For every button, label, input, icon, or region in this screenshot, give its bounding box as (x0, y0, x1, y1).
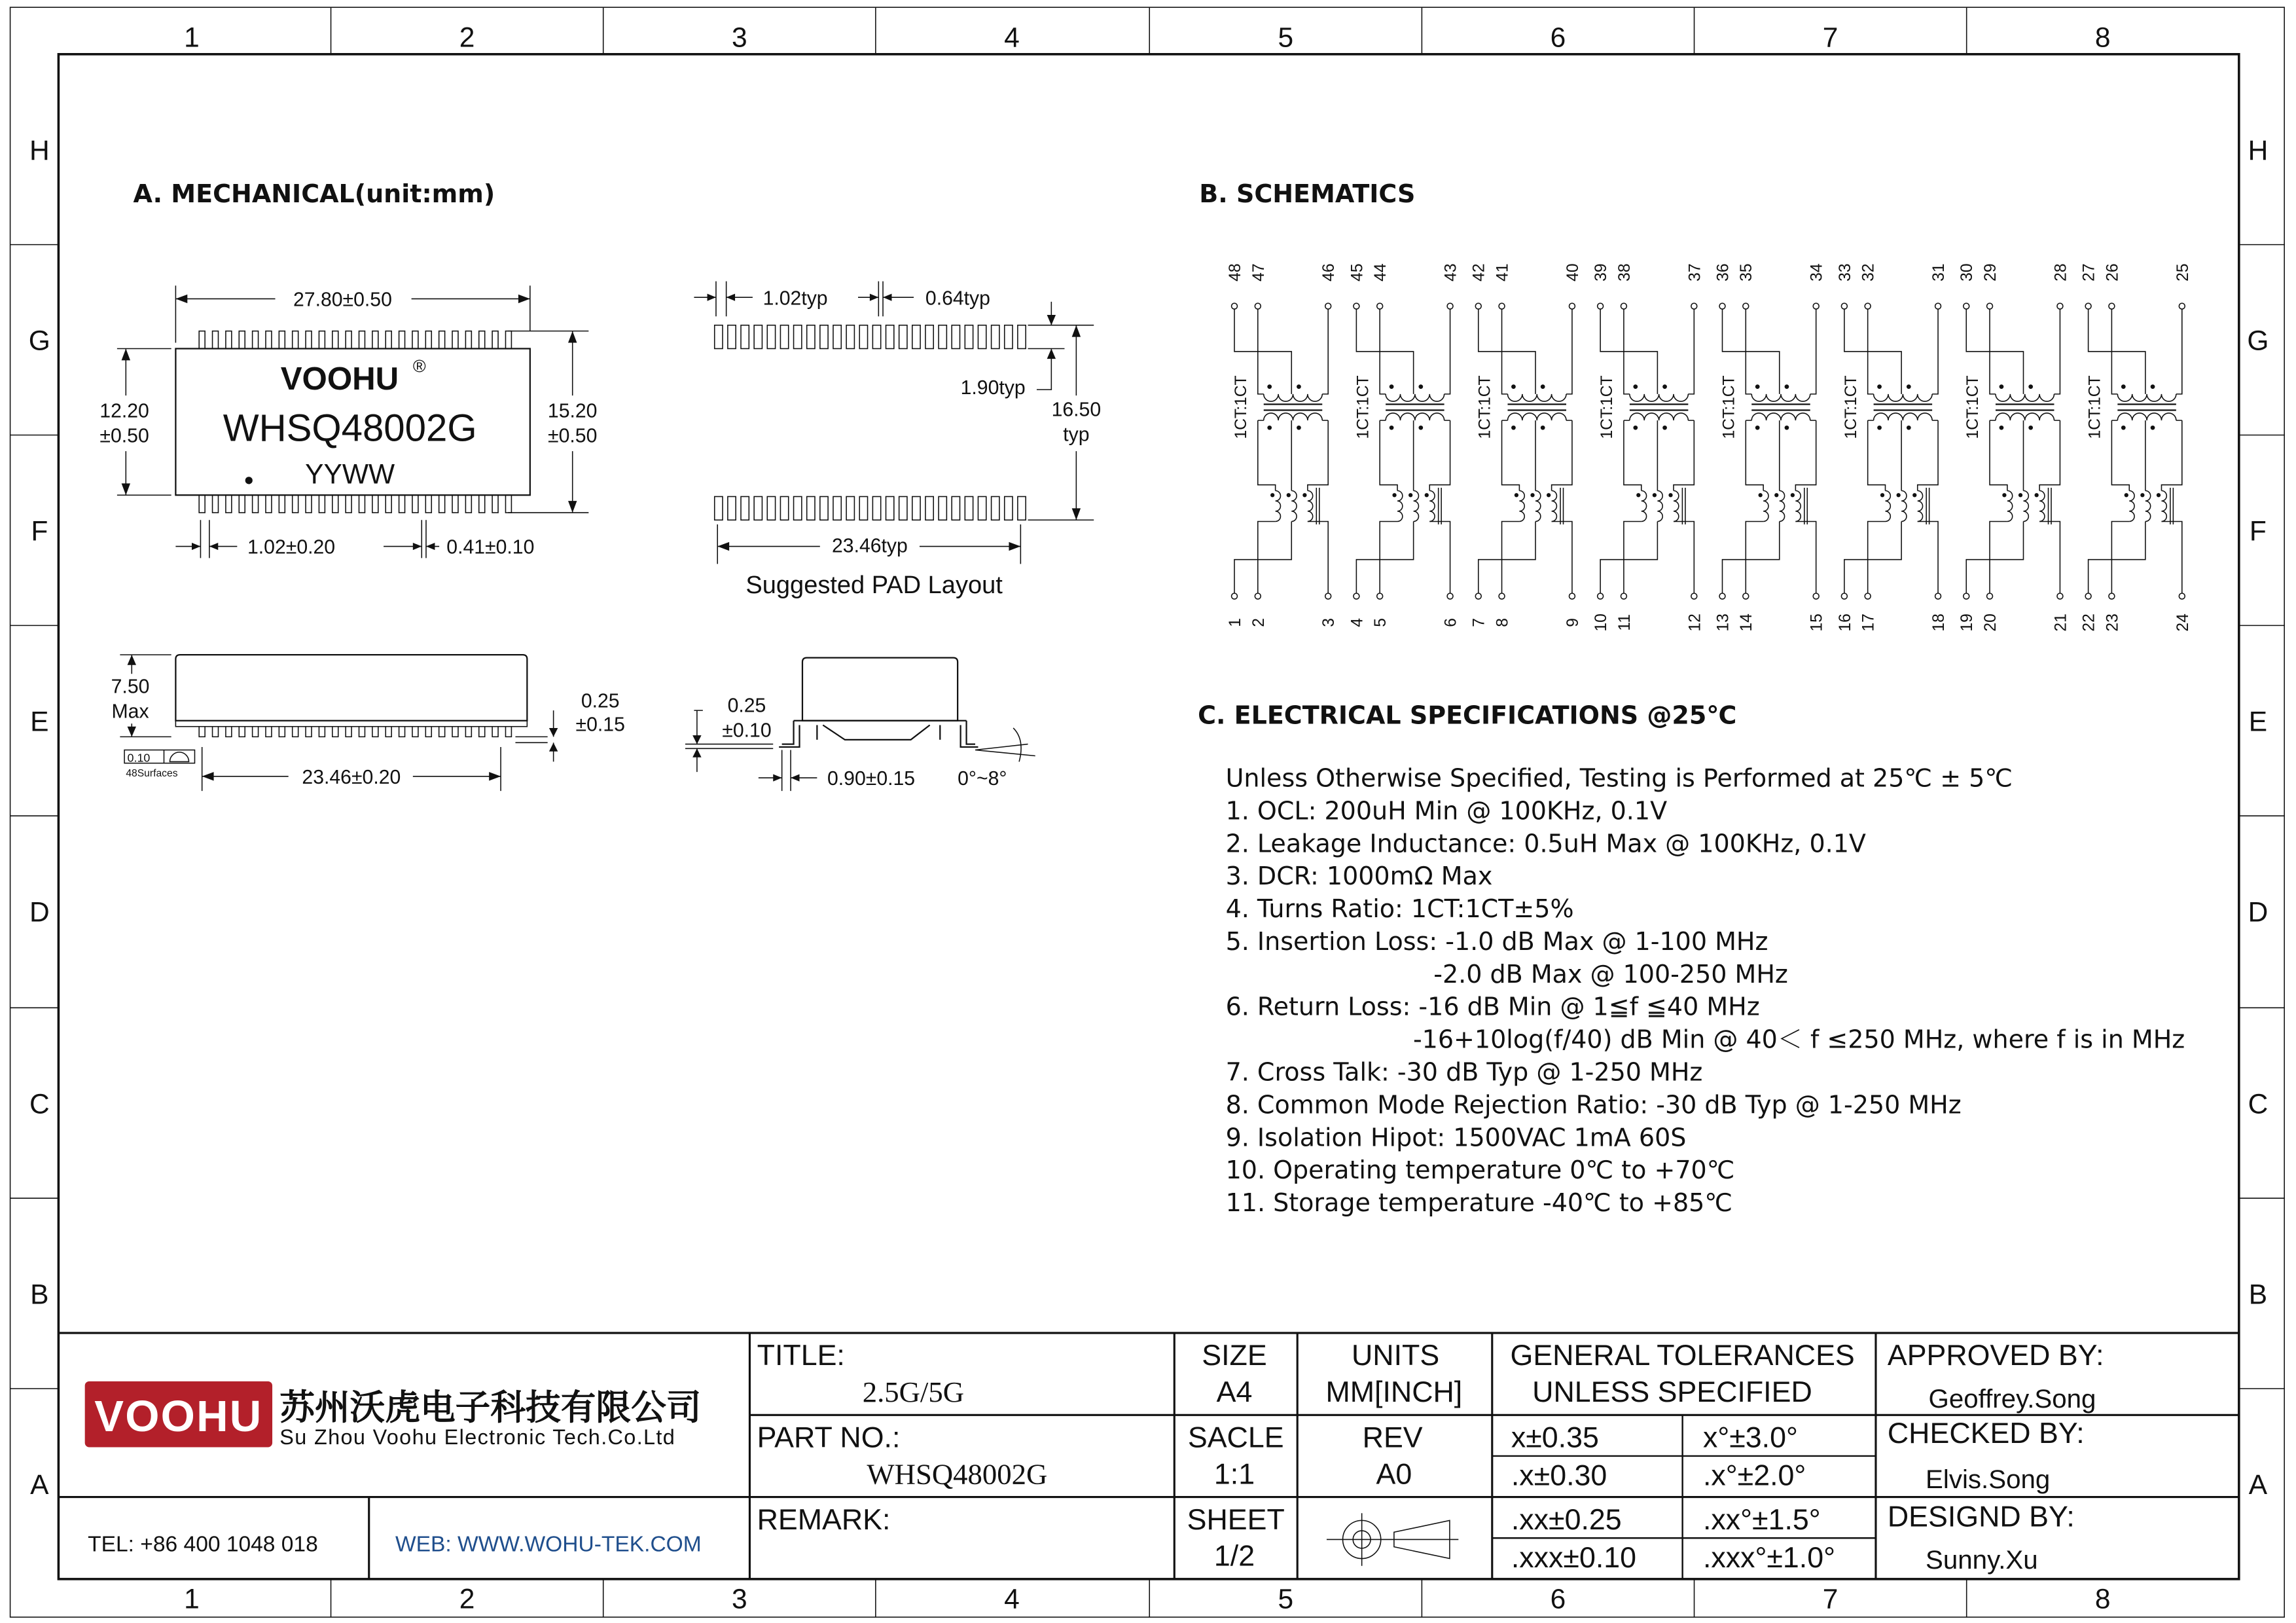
polarity-dot (2125, 493, 2128, 497)
polarity-dot (2121, 384, 2126, 389)
pin-terminal (2109, 593, 2115, 599)
registered-mark: ® (412, 356, 426, 376)
polarity-dot (1662, 384, 1667, 389)
units-value: MM[INCH] (1325, 1376, 1463, 1409)
pin-terminal (1255, 303, 1261, 309)
part-marking: WHSQ48002G (223, 407, 477, 450)
polarity-dot (1547, 493, 1551, 497)
pin-number: 24 (2174, 613, 2192, 632)
polarity-dot (1392, 493, 1396, 497)
pin-number: 22 (2080, 613, 2098, 632)
spec-line: 3. DCR: 1000mΩ Max (1225, 862, 1493, 891)
schematics-heading: B. SCHEMATICS (1199, 179, 1416, 208)
pad-width-dim: 0.64typ (925, 287, 990, 310)
linear-tolerance: .x±0.30 (1511, 1459, 1607, 1492)
pin-number: 29 (1981, 263, 2000, 282)
pin-terminal (1377, 303, 1383, 309)
pin-terminal (1475, 303, 1481, 309)
grid-row-label: A (30, 1470, 49, 1501)
polarity-dot (1774, 493, 1778, 497)
pad-layout-caption: Suggested PAD Layout (745, 572, 1003, 600)
polarity-dot (1877, 384, 1882, 389)
approved-value: Geoffrey.Song (1928, 1384, 2096, 1414)
units-label: UNITS (1352, 1339, 1440, 1372)
pin-terminal (2179, 303, 2185, 309)
polarity-dot (1755, 426, 1760, 430)
pin-number: 42 (1470, 263, 1488, 282)
pin-number: 19 (1958, 613, 1977, 632)
checked-label: CHECKED BY: (1887, 1416, 2085, 1450)
grid-row-label: A (2248, 1470, 2268, 1501)
mechanical-heading: A. MECHANICAL(unit:mm) (133, 179, 495, 208)
row-span-unit: typ (1063, 424, 1090, 446)
body-height-dim: 12.20 (99, 400, 149, 422)
grid-column-label: 2 (459, 22, 475, 54)
grid-row-label: E (2248, 706, 2268, 738)
pin-terminal (1841, 593, 1847, 599)
pin-number: 15 (1808, 613, 1826, 632)
pin1-dot (245, 477, 253, 484)
pin-number: 36 (1714, 263, 1732, 282)
polarity-dot (1302, 493, 1306, 497)
pin-number: 26 (2104, 263, 2122, 282)
pin-number: 43 (1442, 263, 1460, 282)
turns-ratio-label: 1CT:1CT (1598, 375, 1617, 439)
pin-terminal (1865, 593, 1871, 599)
polarity-dot (1662, 426, 1667, 430)
lead-angle-dim: 0°~8° (958, 768, 1007, 790)
pin-terminal (1499, 303, 1505, 309)
pin-terminal (1232, 303, 1238, 309)
pin-number: 5 (1372, 618, 1390, 627)
pin-terminal (1743, 593, 1749, 599)
pin-terminal (1569, 303, 1575, 309)
lead-thickness-dim: 0.25 (727, 695, 766, 717)
part-no-label: PART NO.: (757, 1421, 901, 1454)
polarity-dot (1785, 384, 1789, 389)
polarity-dot (1515, 493, 1518, 497)
polarity-dot (1425, 493, 1429, 497)
pin-number: 18 (1930, 613, 1948, 632)
pin-terminal (1935, 303, 1941, 309)
polarity-dot (1511, 426, 1516, 430)
pin-terminal (1621, 593, 1626, 599)
tel: TEL: +86 400 1048 018 (88, 1532, 318, 1557)
turns-ratio-label: 1CT:1CT (1842, 375, 1860, 439)
pin-number: 40 (1564, 263, 1582, 282)
lead-width-dim: 0.41±0.10 (446, 536, 535, 558)
pin-terminal (1354, 593, 1359, 599)
polarity-dot (2000, 384, 2004, 389)
pin-terminal (2085, 303, 2091, 309)
pin-number: 9 (1564, 618, 1582, 627)
foot-length-dim: 0.90±0.15 (827, 768, 916, 790)
pin-terminal (1987, 303, 1993, 309)
pin-terminal (1719, 593, 1725, 599)
company-name-en: Su Zhou Voohu Electronic Tech.Co.Ltd (279, 1425, 676, 1450)
pin-number: 12 (1686, 613, 1704, 632)
polarity-dot (1408, 493, 1412, 497)
pin-terminal (1569, 593, 1575, 599)
overall-height-dim: 15.20 (547, 400, 598, 422)
grid-column-label: 4 (1004, 22, 1020, 54)
polarity-dot (1541, 384, 1545, 389)
polarity-dot (1418, 426, 1423, 430)
remark-label: REMARK: (757, 1503, 891, 1536)
pin-terminal (1447, 593, 1453, 599)
spec-line: 1. OCL: 200uH Min @ 100KHz, 0.1V (1225, 796, 1668, 826)
pin-terminal (1377, 593, 1383, 599)
turns-ratio-label: 1CT:1CT (1476, 375, 1494, 439)
spec-line: Unless Otherwise Specified, Testing is Performed at 25℃ ± 5℃ (1225, 763, 2013, 793)
pin-number: 11 (1615, 614, 1634, 631)
polarity-dot (1653, 493, 1657, 497)
pin-terminal (1691, 303, 1697, 309)
spec-line: 7. Cross Talk: -30 dB Typ @ 1-250 MHz (1225, 1057, 1703, 1087)
polarity-dot (2035, 493, 2039, 497)
grid-row-label: E (30, 706, 49, 738)
company-name-cn: 苏州沃虎电子科技有限公司 (279, 1387, 702, 1429)
brand-marking: VOOHU (280, 361, 399, 397)
grid-column-label: 4 (1004, 1584, 1020, 1615)
spec-line: 2. Leakage Inductance: 0.5uH Max @ 100KHz, 0.1V (1225, 829, 1866, 858)
turns-ratio-label: 1CT:1CT (1720, 375, 1738, 439)
pin-number: 6 (1442, 618, 1460, 627)
pin-number: 14 (1738, 613, 1756, 632)
pin-terminal (1743, 303, 1749, 309)
designed-label: DESIGND BY: (1887, 1500, 2075, 1533)
pin-terminal (1325, 303, 1331, 309)
title-value: 2.5G/5G (862, 1376, 965, 1409)
coplanarity-note: 48Surfaces (126, 767, 178, 779)
pin-terminal (1935, 593, 1941, 599)
pin-number: 27 (2080, 263, 2098, 282)
polarity-dot (2000, 426, 2004, 430)
rev-label: REV (1362, 1421, 1423, 1454)
grid-column-label: 1 (184, 22, 200, 54)
turns-ratio-label: 1CT:1CT (2086, 375, 2104, 439)
grid-column-label: 8 (2094, 22, 2111, 54)
length-dim: 23.46±0.20 (302, 766, 401, 788)
grid-column-label: 5 (1278, 22, 1294, 54)
pin-terminal (1621, 303, 1626, 309)
angular-tolerance: .xx°±1.5° (1702, 1503, 1821, 1536)
tolerance-heading: GENERAL TOLERANCES (1510, 1339, 1855, 1372)
polarity-dot (2028, 426, 2033, 430)
height-dim: 7.50 (111, 676, 150, 698)
title-label: TITLE: (757, 1339, 845, 1372)
polarity-dot (1668, 493, 1672, 497)
polarity-dot (1418, 384, 1423, 389)
pin-number: 4 (1348, 618, 1367, 627)
polarity-dot (1270, 493, 1274, 497)
polarity-dot (1297, 384, 1301, 389)
grid-column-label: 6 (1550, 22, 1566, 54)
pin-number: 46 (1320, 263, 1338, 282)
scale-value: 1:1 (1213, 1457, 1255, 1491)
pin-number: 45 (1348, 263, 1367, 282)
polarity-dot (2028, 384, 2033, 389)
grid-column-label: 3 (731, 22, 747, 54)
grid-row-label: H (29, 135, 50, 166)
grid-row-label: G (2247, 325, 2269, 357)
polarity-dot (2151, 384, 2155, 389)
pin-terminal (2085, 593, 2091, 599)
polarity-dot (1267, 426, 1272, 430)
pin-terminal (1447, 303, 1453, 309)
pin-number: 47 (1249, 263, 1268, 282)
body-height-tol: ±0.50 (99, 425, 149, 447)
polarity-dot (2157, 493, 2161, 497)
size-label: SIZE (1202, 1339, 1267, 1372)
polarity-dot (2018, 493, 2022, 497)
polarity-dot (1880, 493, 1884, 497)
pin-number: 2 (1249, 618, 1268, 627)
standoff-tol: ±0.15 (575, 714, 625, 736)
electrical-heading: C. ELECTRICAL SPECIFICATIONS @25℃ (1198, 701, 1737, 730)
height-dim-unit: Max (111, 701, 149, 723)
sheet-value: 1/2 (1213, 1539, 1255, 1573)
pin-number: 17 (1859, 613, 1878, 632)
turns-ratio-label: 1CT:1CT (1232, 375, 1250, 439)
pin-terminal (1598, 303, 1604, 309)
angular-tolerance: x°±3.0° (1702, 1421, 1798, 1454)
approved-label: APPROVED BY: (1887, 1339, 2104, 1372)
pin-terminal (1255, 593, 1261, 599)
pin-number: 41 (1494, 263, 1512, 282)
turns-ratio-label: 1CT:1CT (1964, 375, 1982, 439)
pin-number: 37 (1686, 263, 1704, 282)
pin-number: 10 (1592, 613, 1611, 632)
pin-number: 39 (1592, 263, 1611, 282)
pin-number: 48 (1226, 263, 1244, 282)
pin-terminal (1719, 303, 1725, 309)
pin-number: 7 (1470, 618, 1488, 627)
width-dim: 27.80±0.50 (293, 289, 392, 311)
grid-row-label: F (31, 516, 48, 547)
pin-number: 3 (1320, 618, 1338, 627)
polarity-dot (1390, 426, 1394, 430)
linear-tolerance: .xxx±0.10 (1511, 1541, 1637, 1574)
pin-terminal (1813, 593, 1819, 599)
spec-line: 6. Return Loss: -16 dB Min @ 1≦f ≦40 MHz (1225, 992, 1760, 1021)
pin-terminal (1987, 593, 1993, 599)
size-value: A4 (1216, 1376, 1253, 1409)
pin-terminal (2179, 593, 2185, 599)
polarity-dot (1755, 384, 1760, 389)
polarity-dot (1759, 493, 1763, 497)
polarity-dot (1791, 493, 1795, 497)
pin-number: 13 (1714, 613, 1732, 632)
pin-number: 28 (2052, 263, 2070, 282)
polarity-dot (1267, 384, 1272, 389)
pin-number: 21 (2052, 613, 2070, 632)
pin-terminal (1354, 303, 1359, 309)
pin-number: 33 (1836, 263, 1854, 282)
polarity-dot (2140, 493, 2144, 497)
pin-number: 20 (1981, 613, 2000, 632)
polarity-dot (1912, 493, 1916, 497)
polarity-dot (1633, 426, 1638, 430)
coplanarity-value: 0.10 (127, 751, 151, 765)
polarity-dot (2002, 493, 2006, 497)
polarity-dot (1907, 426, 1911, 430)
grid-row-label: B (2248, 1279, 2268, 1311)
designed-value: Sunny.Xu (1926, 1545, 2038, 1575)
spec-line: -16+10log(f/40) dB Min @ 40＜ f ≤250 MHz, where f is in MHz (1412, 1025, 2185, 1054)
checked-value: Elvis.Song (1926, 1465, 2051, 1495)
rev-value: A0 (1376, 1457, 1412, 1491)
standoff-dim: 0.25 (581, 690, 620, 712)
row-length-dim: 23.46typ (831, 535, 908, 557)
polarity-dot (1541, 426, 1545, 430)
grid-column-label: 3 (731, 1584, 747, 1615)
polarity-dot (2151, 426, 2155, 430)
grid-column-label: 2 (459, 1584, 475, 1615)
website-link[interactable]: WEB: WWW.WOHU-TEK.COM (395, 1532, 702, 1557)
grid-column-label: 7 (1822, 22, 1839, 54)
spec-line: 11. Storage temperature -40℃ to +85℃ (1225, 1188, 1733, 1218)
pin-terminal (1841, 303, 1847, 309)
angular-tolerance: .x°±2.0° (1702, 1459, 1806, 1492)
polarity-dot (1785, 426, 1789, 430)
polarity-dot (1907, 384, 1911, 389)
row-span-dim: 16.50 (1051, 399, 1102, 421)
pin-terminal (1691, 593, 1697, 599)
grid-row-label: G (28, 325, 50, 357)
polarity-dot (1390, 384, 1394, 389)
polarity-dot (1877, 426, 1882, 430)
pin-terminal (1598, 593, 1604, 599)
pin-terminal (1232, 593, 1238, 599)
pin-number: 8 (1494, 618, 1512, 627)
pin-terminal (2057, 303, 2063, 309)
pad-pitch-dim: 1.02typ (762, 287, 828, 310)
pin-number: 34 (1808, 263, 1826, 282)
pin-number: 30 (1958, 263, 1977, 282)
sheet-label: SHEET (1187, 1503, 1285, 1536)
logo-text: VOOHU (94, 1391, 263, 1441)
pin-number: 32 (1859, 263, 1878, 282)
pin-terminal (2109, 303, 2115, 309)
grid-row-label: B (30, 1279, 49, 1311)
overall-height-tol: ±0.50 (548, 425, 598, 447)
grid-row-label: C (29, 1089, 50, 1120)
part-no-value: WHSQ48002G (867, 1457, 1048, 1491)
polarity-dot (1511, 384, 1516, 389)
pin-terminal (1964, 593, 1969, 599)
pitch-dim: 1.02±0.20 (247, 536, 336, 558)
linear-tolerance: x±0.35 (1511, 1421, 1599, 1454)
pin-terminal (1475, 593, 1481, 599)
pin-terminal (1964, 303, 1969, 309)
spec-line: 4. Turns Ratio: 1CT:1CT±5% (1225, 894, 1574, 924)
pin-number: 25 (2174, 263, 2192, 282)
grid-column-label: 7 (1822, 1584, 1839, 1615)
pin-terminal (1325, 593, 1331, 599)
polarity-dot (1287, 493, 1291, 497)
grid-row-label: D (2248, 897, 2269, 928)
pin-number: 35 (1738, 263, 1756, 282)
lead-thickness-tol: ±0.10 (722, 720, 772, 742)
polarity-dot (1530, 493, 1534, 497)
polarity-dot (1897, 493, 1901, 497)
grid-column-label: 5 (1278, 1584, 1294, 1615)
pin-terminal (1865, 303, 1871, 309)
grid-row-label: C (2248, 1089, 2269, 1120)
polarity-dot (1633, 384, 1638, 389)
pin-number: 16 (1836, 613, 1854, 632)
pin-number: 44 (1372, 263, 1390, 282)
grid-row-label: H (2248, 135, 2269, 166)
polarity-dot (1297, 426, 1301, 430)
spec-line: 10. Operating temperature 0℃ to +70℃ (1225, 1156, 1735, 1185)
pin-terminal (1499, 593, 1505, 599)
polarity-dot (2121, 426, 2126, 430)
spec-line: 5. Insertion Loss: -1.0 dB Max @ 1-100 MHz (1225, 926, 1768, 956)
scale-label: SACLE (1187, 1421, 1284, 1454)
spec-line: 8. Common Mode Rejection Ratio: -30 dB Typ @ 1-250 MHz (1225, 1090, 1962, 1120)
linear-tolerance: .xx±0.25 (1511, 1503, 1622, 1536)
grid-column-label: 8 (2094, 1584, 2111, 1615)
angular-tolerance: .xxx°±1.0° (1702, 1541, 1836, 1574)
tolerance-subheading: UNLESS SPECIFIED (1532, 1376, 1812, 1409)
pin-number: 31 (1930, 263, 1948, 282)
pin-terminal (2057, 593, 2063, 599)
grid-column-label: 6 (1550, 1584, 1566, 1615)
pin-number: 38 (1615, 263, 1634, 282)
turns-ratio-label: 1CT:1CT (1354, 375, 1372, 439)
polarity-dot (1636, 493, 1640, 497)
pad-length-dim: 1.90typ (960, 376, 1026, 399)
pin-terminal (1813, 303, 1819, 309)
grid-row-label: F (2249, 516, 2267, 547)
pin-number: 23 (2104, 613, 2122, 632)
grid-column-label: 1 (184, 1584, 200, 1615)
pin-number: 1 (1226, 618, 1244, 627)
grid-row-label: D (29, 897, 50, 928)
spec-line: 9. Isolation Hipot: 1500VAC 1mA 60S (1225, 1123, 1687, 1152)
date-code: YYWW (305, 459, 395, 490)
spec-line: -2.0 dB Max @ 100-250 MHz (1433, 959, 1788, 989)
